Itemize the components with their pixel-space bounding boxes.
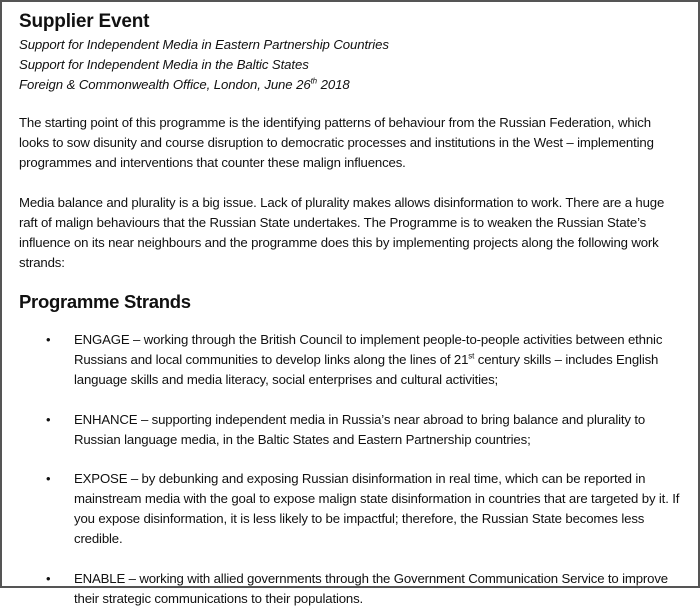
- document-title: Supplier Event: [19, 11, 150, 32]
- strand-enable-text: ENABLE – working with allied governments through the Government Communication Service to improve their strategic communications to their populations.: [74, 571, 668, 606]
- strand-engage-ordinal: st: [468, 351, 475, 361]
- strand-expose: [19, 469, 680, 549]
- strand-enable: [19, 569, 680, 609]
- event-location-date-year: 2018: [317, 77, 350, 92]
- bullet-icon: •: [46, 471, 51, 486]
- strand-enhance: [19, 410, 680, 450]
- bullet-icon: •: [46, 571, 51, 586]
- strand-engage-text-start: ENGAGE – working through the British Council to implement people-to-people activities between ethnic Russians and local communities to develop links along the lines of 21: [74, 332, 663, 367]
- event-date-ordinal: th: [310, 76, 318, 86]
- event-location-date-prefix: Foreign & Commonwealth Office, London, June 26: [19, 77, 311, 92]
- intro-paragraph: The starting point of this programme is the identifying patterns of behaviour from the Russian Federation, which looks to sow disunity and course disruption to democratic processes and institutions in the West – implementing programmes and interventions that counter these malign influences.: [19, 115, 654, 170]
- subtitle-baltic-states: Support for Independent Media in the Baltic States: [19, 57, 309, 72]
- event-location-date: [19, 75, 680, 95]
- strand-expose-text: EXPOSE – by debunking and exposing Russian disinformation in real time, which can be reported in mainstream media with the goal to expose malign state disinformation in countries that are targeted by it. If you expose disinformation, it is less likely to be impactful; therefore, the Russian State becomes less credible.: [74, 471, 680, 546]
- bullet-icon: •: [46, 412, 51, 427]
- section-heading-programme-strands: Programme Strands: [19, 291, 191, 312]
- subtitle-eastern-partnership: Support for Independent Media in Eastern Partnership Countries: [19, 37, 389, 52]
- strand-enhance-text: ENHANCE – supporting independent media in Russia’s near abroad to bring balance and plurality to Russian language media, in the Baltic States and Eastern Partnership countries;: [74, 412, 646, 447]
- media-balance-paragraph: Media balance and plurality is a big issue. Lack of plurality makes allows disinformation to work. There are a huge raft of malign behaviours that the Russian State undertakes. The Programme is to weaken the Russian State’s influence on its near neighbours and the programme does this by implementing projects along the following work strands:: [19, 195, 665, 270]
- programme-strands-list: [19, 330, 680, 609]
- strand-engage-text-end: century skills – includes English language skills and media literacy, social enterprises and cultural activities;: [74, 352, 659, 387]
- strand-engage: [19, 330, 680, 390]
- bullet-icon: •: [46, 332, 51, 347]
